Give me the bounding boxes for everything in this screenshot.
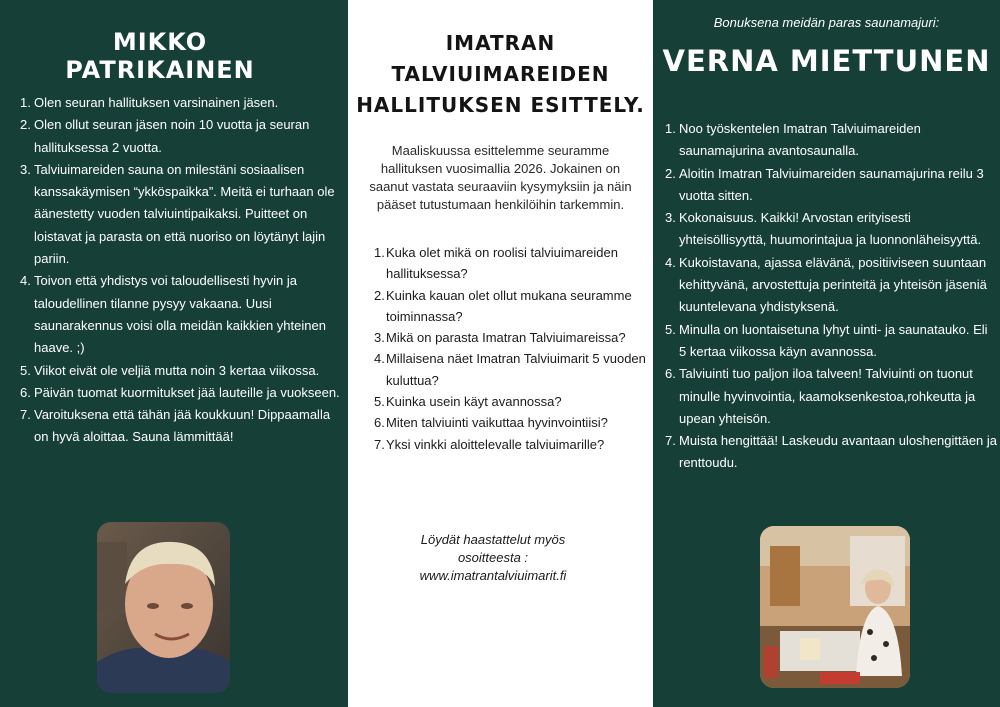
answer-text: Päivän tuomat kuormitukset jää lauteille ja vuokseen. [34, 384, 340, 400]
question-item [374, 434, 649, 455]
answer-item [665, 363, 997, 430]
answer-text: Aloitin Imatran Talviuimareiden saunamajurina reilu 3 vuotta sitten. [679, 165, 984, 203]
question-number: 3. [374, 330, 385, 346]
bonus-intro: Bonuksena meidän paras saunamajuri: [713, 15, 940, 30]
answer-text: Muista hengittää! Laskeudu avantaan uloshengittäen ja renttoudu. [679, 433, 998, 471]
answer-item [665, 252, 997, 319]
answer-number: 1. [665, 121, 676, 136]
footer-line-2: osoitteesta : [457, 550, 529, 565]
answer-number: 6. [20, 384, 31, 400]
right-panel-title: VERNA MIETTUNEN [662, 44, 991, 78]
answer-number: 2. [665, 165, 676, 181]
left-answer-list [20, 92, 344, 449]
sauna-photo-verna [760, 526, 910, 688]
website-link[interactable]: www.imatrantalviuimarit.fi [419, 568, 567, 583]
answer-text: Varoituksena että tähän jää koukkuun! Dippaamalla on hyvä aloittaa. Sauna lämmittää! [34, 407, 331, 445]
answer-number: 5. [665, 321, 676, 337]
answer-number: 2. [20, 117, 31, 133]
question-text: Millaisena näet Imatran Talviuimarit 5 vuoden kuluttua? [386, 351, 646, 388]
answer-number: 4. [665, 254, 676, 270]
footer-note [348, 531, 638, 585]
answer-item [665, 118, 997, 163]
answer-text: Minulla on luontaisetuna lyhyt uinti- ja saunatauko. Eli 5 kertaa viikossa käyn avannossa. [679, 321, 988, 359]
question-number: 1. [374, 245, 385, 260]
answer-number: 6. [665, 366, 676, 382]
answer-text: Kukoistavana, ajassa elävänä, positiiviseen suuntaan kehittyvänä, arvostettuja perinteitä ja yhteisön jäseniä kuuntelevana yhdistyksenä. [679, 254, 987, 315]
answer-text: Talviuimareiden sauna on milestäni sosiaalisen kanssakäymisen “ykköspaikka”. Meitä ei turhaan ole äänestetty vuoden talviuintipaikaksi. Puitteet on loistavat ja parasta on että nuoriso on löytänyt lajin pariin. [34, 161, 335, 267]
answer-number: 7. [20, 407, 31, 423]
answer-item [20, 92, 344, 114]
question-item [374, 391, 649, 412]
answer-text: Olen seuran hallituksen varsinainen jäsen. [34, 95, 279, 110]
question-text: Yksi vinkki aloittelevalle talviuimarille? [386, 436, 605, 452]
left-panel-title: MIKKO PATRIKAINEN [65, 28, 255, 84]
answer-text: Toivon että yhdistys voi taloudellisesti hyvin ja taloudellinen tilanne pysyy vakaana. Uusi saunarakennus voisi olla meidän kaikkien yhteinen haave. ;) [34, 273, 326, 356]
answer-item [665, 430, 997, 475]
brochure-title: IMATRAN TALVIUIMAREIDEN HALLITUKSEN ESITTELY. [356, 31, 645, 117]
answer-item [665, 163, 997, 208]
question-number: 4. [374, 351, 385, 367]
answer-text: Kokonaisuus. Kaikki! Arvostan erityisesti yhteisöllisyyttä, huumorintajua ja luonnonläheisyyttä. [679, 210, 982, 248]
answer-text: Noo työskentelen Imatran Talviuimareiden saunamajurina avantosaunalla. [679, 121, 921, 159]
answer-number: 4. [20, 273, 31, 289]
answer-number: 3. [665, 210, 676, 226]
right-panel [653, 0, 1000, 707]
question-item [374, 285, 649, 328]
answer-number: 7. [665, 433, 676, 449]
answer-item [20, 360, 344, 382]
answer-number: 3. [20, 161, 31, 177]
question-text: Miten talviuinti vaikuttaa hyvinvointiisi? [386, 415, 608, 431]
answer-text: Olen ollut seuran jäsen noin 10 vuotta ja seuran hallituksessa 2 vuotta. [34, 117, 310, 155]
answer-number: 5. [20, 362, 31, 378]
portrait-photo-mikko [97, 522, 230, 693]
question-text: Mikä on parasta Imatran Talviuimareissa? [386, 330, 626, 346]
question-item [374, 412, 649, 433]
question-item [374, 327, 649, 348]
question-text: Kuinka usein käyt avannossa? [386, 394, 562, 410]
question-item [374, 242, 649, 285]
intro-paragraph: Maaliskuussa esittelemme seuramme hallituksen vuosimallia 2026. Jokainen on saanut vastata seuraaviin kysymyksiin ja näin pääset tutustumaan henkilöihin tarkemmin. [369, 143, 632, 212]
question-number: 5. [374, 394, 385, 410]
question-number: 2. [374, 287, 385, 303]
question-number: 7. [374, 436, 385, 452]
middle-panel [348, 0, 653, 707]
answer-item [20, 404, 344, 449]
answer-item [20, 114, 344, 159]
question-text: Kuka olet mikä on roolisi talviuimareiden hallituksessa? [386, 245, 618, 282]
answer-item [665, 319, 997, 364]
footer-line-1: Löydät haastattelut myös [420, 532, 566, 547]
answer-item [20, 159, 344, 270]
right-answer-list [665, 118, 997, 475]
question-item [374, 348, 649, 391]
answer-item [665, 207, 997, 252]
answer-item [20, 382, 344, 404]
answer-text: Talviuinti tuo paljon iloa talveen! Talviuinti on tuonut minulle hyvinvointia, kaamoksenkestoa,rohkeutta ja upean yhteisön. [679, 366, 976, 426]
answer-number: 1. [20, 95, 31, 110]
answer-text: Viikot eivät ole veljiä mutta noin 3 kertaa viikossa. [34, 362, 320, 378]
question-text: Kuinka kauan olet ollut mukana seuramme toiminnassa? [386, 287, 632, 324]
question-list [374, 242, 649, 455]
answer-item [20, 270, 344, 359]
question-number: 6. [374, 415, 385, 431]
left-panel [0, 0, 348, 707]
